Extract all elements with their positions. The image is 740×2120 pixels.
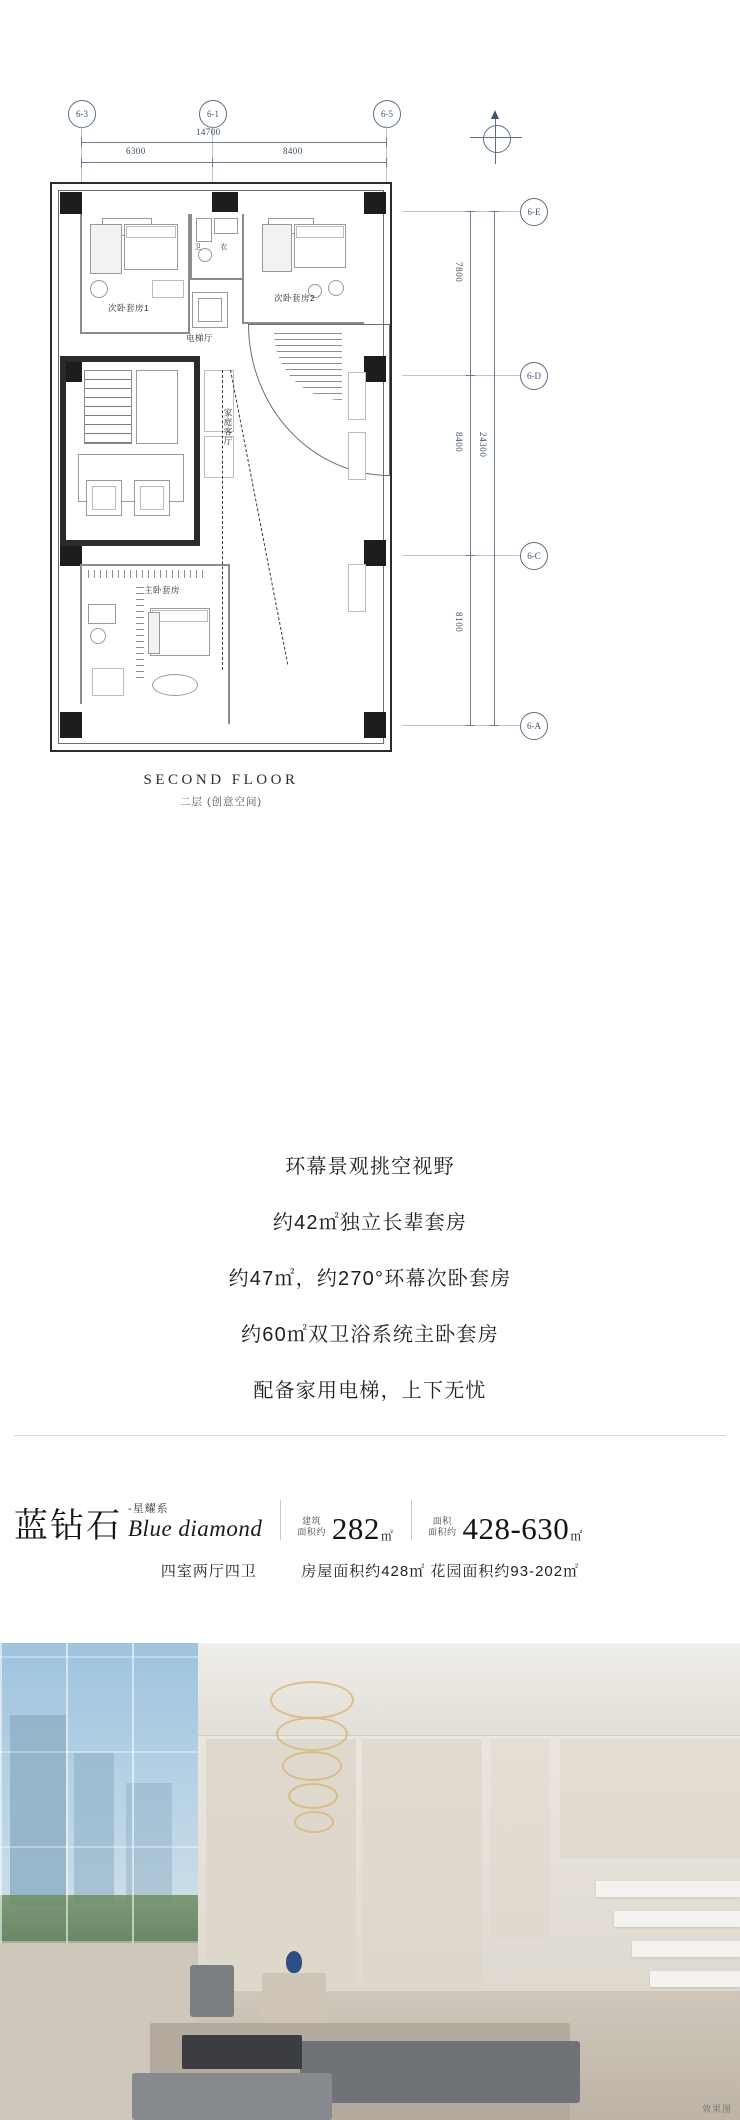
grid-bubble: 6-C — [520, 542, 548, 570]
selling-point: 约47㎡，约270°环幕次卧套房 — [228, 1268, 512, 1290]
render-credit: 效果图 — [701, 2104, 732, 2114]
room-label-bedroom1: 次卧套房1 — [108, 303, 150, 313]
selling-points — [0, 1150, 740, 1430]
title-divider-1 — [280, 1500, 281, 1540]
selling-point: 约42㎡独立长辈套房 — [272, 1212, 468, 1234]
floorplan-caption — [50, 772, 392, 809]
selling-point: 配备家用电梯，上下无忧 — [253, 1380, 487, 1402]
metric-total-area — [428, 1513, 582, 1544]
metric-label-line1: 面积 — [432, 1515, 452, 1526]
metric-label-line2: 面积约 — [297, 1526, 326, 1537]
title-divider-2 — [411, 1500, 412, 1540]
unit-detail: 房屋面积约428㎡ 花园面积约93-202㎡ — [301, 1563, 580, 1580]
grid-bubble: 6-5 — [373, 100, 401, 128]
room-label-family-living: 家庭客厅 — [223, 408, 233, 446]
section-divider — [14, 1435, 726, 1436]
metric-label-line2: 面积约 — [427, 1526, 457, 1537]
brand-series: -星耀系 — [128, 1502, 169, 1515]
dimension-total-top: 14700 — [196, 127, 221, 137]
selling-point: 环幕景观挑空视野 — [285, 1156, 455, 1178]
brand-name-en: Blue diamond — [128, 1515, 263, 1541]
grid-bubble: 6-A — [520, 712, 548, 740]
room-label-elevator-hall: 电梯厅 — [186, 333, 214, 343]
room-label-bedroom2: 次卧套房2 — [274, 293, 316, 303]
unit-layout: 四室两厅四卫 — [160, 1563, 257, 1580]
metric-value: 428-630 — [462, 1511, 570, 1546]
interior-render-photo — [0, 1643, 740, 2120]
grid-bubble: 6-D — [520, 362, 548, 390]
unit-title-block — [0, 1490, 740, 1640]
grid-bubble: 6-1 — [199, 100, 227, 128]
metric-unit: ㎡ — [380, 1529, 393, 1543]
dimension-segment-right: 8100 — [454, 612, 464, 633]
metric-unit: ㎡ — [570, 1529, 583, 1543]
floor-caption-en: SECOND FLOOR — [143, 772, 299, 788]
top-dimension-chain — [68, 100, 538, 180]
dimension-segment-top: 6300 — [126, 146, 146, 156]
grid-bubble: 6-E — [520, 198, 548, 226]
right-dimension-chain — [402, 182, 562, 752]
metric-label-line1: 建筑 — [302, 1515, 322, 1526]
metric-building-area — [297, 1513, 393, 1544]
grid-bubble: 6-3 — [68, 100, 96, 128]
selling-point: 约60㎡双卫浴系统主卧套房 — [241, 1324, 499, 1346]
floorplan-drawing — [50, 100, 690, 960]
dimension-segment-right: 7800 — [454, 262, 464, 283]
metric-value: 282 — [331, 1511, 380, 1546]
room-label-master-suite: 主卧套房 — [144, 585, 181, 595]
dimension-total-right: 24300 — [478, 432, 488, 458]
dimension-segment-right: 8400 — [454, 432, 464, 453]
floor-caption-cn: 二层 (创意空间) — [180, 796, 262, 808]
unit-summary-row — [14, 1560, 726, 1581]
brand-name-cn: 蓝钻石 — [14, 1508, 122, 1545]
dimension-segment-top: 8400 — [283, 146, 303, 156]
plan-outline: 次卧套房1 卫 衣 次卧套房2 电梯厅 家庭客厅 主卧套房 — [50, 182, 392, 752]
